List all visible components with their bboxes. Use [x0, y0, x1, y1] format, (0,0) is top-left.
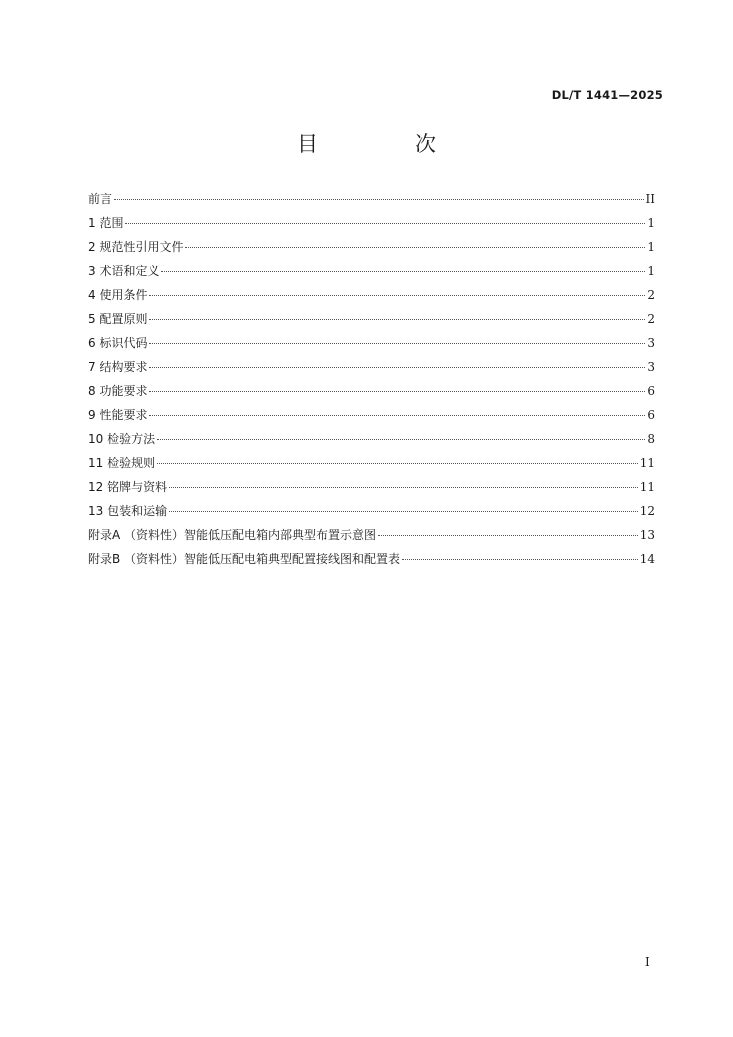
toc-entry-label: 1 范围 — [88, 216, 124, 230]
page-number: I — [645, 955, 650, 969]
toc-dot-leader — [185, 247, 645, 248]
toc-entry-packaging-transport[interactable] — [88, 502, 655, 526]
toc-entry-label: 附录A （资料性）智能低压配电箱内部典型布置示意图 — [88, 528, 377, 542]
toc-dot-leader — [378, 535, 638, 536]
toc-entry-label: 3 术语和定义 — [88, 264, 160, 278]
toc-entry-label: 12 铭牌与资料 — [88, 480, 168, 494]
toc-entry-test-methods[interactable] — [88, 430, 655, 454]
toc-entry-appendix-b[interactable] — [88, 550, 655, 574]
toc-entry-page: 3 — [647, 360, 655, 374]
toc-dot-leader — [169, 487, 638, 488]
toc-entry-page: 6 — [647, 408, 655, 422]
toc-entry-page: 12 — [639, 504, 655, 518]
toc-dot-leader — [149, 415, 645, 416]
toc-entry-terms-definitions[interactable] — [88, 262, 655, 286]
toc-entry-label: 4 使用条件 — [88, 288, 148, 302]
toc-entry-usage-conditions[interactable] — [88, 286, 655, 310]
page-title: 目 次 — [297, 132, 474, 156]
toc-entry-label: 前言 — [88, 192, 113, 206]
toc-entry-nameplate-documentation[interactable] — [88, 478, 655, 502]
table-of-contents — [88, 190, 655, 574]
toc-entry-page: 1 — [647, 216, 655, 230]
toc-entry-label: 5 配置原则 — [88, 312, 148, 326]
toc-entry-performance-requirements[interactable] — [88, 406, 655, 430]
toc-entry-label: 6 标识代码 — [88, 336, 148, 350]
toc-dot-leader — [114, 199, 644, 200]
toc-entry-label: 附录B （资料性）智能低压配电箱典型配置接线图和配置表 — [88, 552, 401, 566]
standard-code: DL/T 1441—2025 — [551, 88, 663, 102]
toc-dot-leader — [149, 343, 645, 344]
toc-entry-page: 11 — [639, 480, 655, 494]
toc-entry-label: 13 包装和运输 — [88, 504, 168, 518]
toc-entry-page: II — [645, 192, 655, 206]
toc-entry-scope[interactable] — [88, 214, 655, 238]
toc-entry-page: 6 — [647, 384, 655, 398]
toc-entry-label: 10 检验方法 — [88, 432, 156, 446]
toc-dot-leader — [125, 223, 645, 224]
toc-entry-page: 1 — [647, 264, 655, 278]
toc-entry-label: 7 结构要求 — [88, 360, 148, 374]
toc-entry-page: 11 — [639, 456, 655, 470]
toc-entry-page: 8 — [647, 432, 655, 446]
toc-dot-leader — [169, 511, 638, 512]
toc-entry-label: 11 检验规则 — [88, 456, 156, 470]
toc-entry-label: 2 规范性引用文件 — [88, 240, 184, 254]
toc-entry-page: 1 — [647, 240, 655, 254]
toc-dot-leader — [149, 319, 645, 320]
toc-entry-appendix-a[interactable] — [88, 526, 655, 550]
toc-entry-inspection-rules[interactable] — [88, 454, 655, 478]
toc-dot-leader — [402, 559, 638, 560]
toc-entry-page: 2 — [647, 312, 655, 326]
toc-entry-page: 14 — [639, 552, 655, 566]
toc-dot-leader — [157, 463, 638, 464]
toc-entry-label: 9 性能要求 — [88, 408, 148, 422]
toc-entry-identification-code[interactable] — [88, 334, 655, 358]
toc-entry-normative-references[interactable] — [88, 238, 655, 262]
toc-entry-page: 13 — [639, 528, 655, 542]
toc-dot-leader — [149, 295, 645, 296]
toc-entry-structural-requirements[interactable] — [88, 358, 655, 382]
toc-dot-leader — [157, 439, 645, 440]
toc-entry-page: 2 — [647, 288, 655, 302]
toc-dot-leader — [161, 271, 645, 272]
toc-entry-preface[interactable] — [88, 190, 655, 214]
toc-entry-page: 3 — [647, 336, 655, 350]
toc-entry-configuration-principles[interactable] — [88, 310, 655, 334]
toc-dot-leader — [149, 367, 645, 368]
toc-entry-label: 8 功能要求 — [88, 384, 148, 398]
toc-entry-functional-requirements[interactable] — [88, 382, 655, 406]
toc-dot-leader — [149, 391, 645, 392]
